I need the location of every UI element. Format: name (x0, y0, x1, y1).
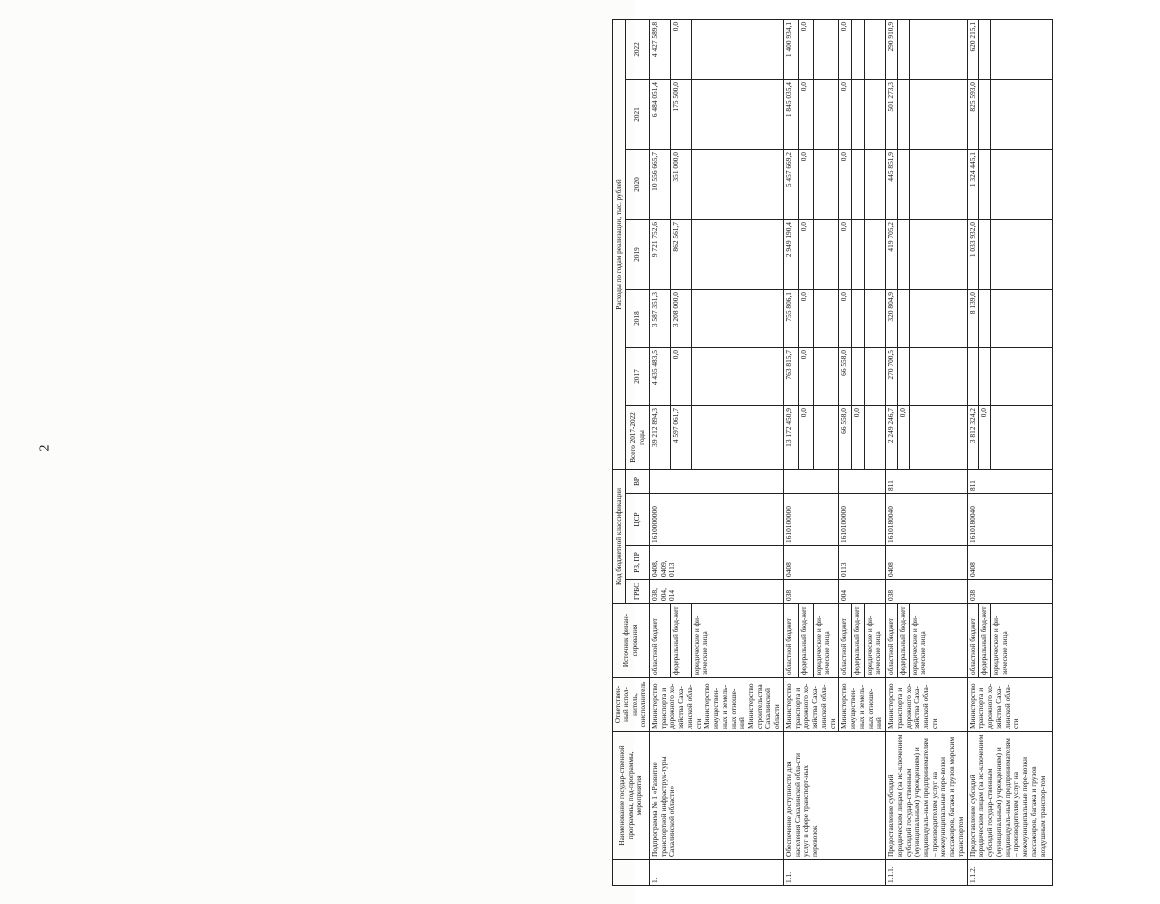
value-cell (991, 290, 1053, 348)
row-csr: 1610000000 (649, 494, 783, 546)
row-responsible: Министерство транспорта и дорожного хо-зяйства Саха-линской обла-сти (783, 678, 838, 732)
value-cell (909, 290, 967, 348)
row-csr: 1610180040 (967, 494, 1052, 546)
value-cell: 270 700,5 (886, 348, 898, 406)
value-cell: 419 705,2 (886, 220, 898, 290)
value-cell: 175 500,0 (670, 80, 691, 150)
source-name: федеральный бюд-жет (979, 604, 991, 678)
value-cell (813, 80, 839, 150)
value-cell: 0,0 (897, 406, 909, 470)
value-cell: 0,0 (670, 348, 691, 406)
value-cell: 3 208 000,0 (670, 290, 691, 348)
value-cell (691, 290, 783, 348)
value-cell: 501 273,3 (886, 80, 898, 150)
value-cell (897, 150, 909, 220)
value-cell (691, 220, 783, 290)
row-rz-pr: 0408, 0409, 0113 (649, 546, 783, 580)
value-cell: 66 558,0 (839, 406, 852, 470)
value-cell (979, 290, 991, 348)
value-cell (979, 150, 991, 220)
value-cell: 3 587 351,3 (649, 290, 670, 348)
value-cell: 4 597 061,7 (670, 406, 691, 470)
row-number: 1.1.1. (886, 860, 968, 886)
row-grbs: 038 (886, 580, 968, 604)
value-cell: 0,0 (798, 150, 813, 220)
page-number: 2 (37, 444, 53, 452)
value-cell (851, 220, 864, 290)
value-cell (979, 80, 991, 150)
row-rz-pr: 0408 (886, 546, 968, 580)
header-rz-pr: РЗ, ПР (626, 546, 649, 580)
header-source: Источник финан-сирования (613, 604, 650, 678)
value-cell (813, 348, 839, 406)
value-cell (909, 406, 967, 470)
row-name: Обеспечение доступности для населения Сахалинской обла-сти услуг в сфере транспорт-ных перевозок (783, 732, 885, 860)
source-name: федеральный бюд-жет (670, 604, 691, 678)
header-year-2021: 2021 (626, 80, 649, 150)
header-grbs: ГРБС (626, 580, 649, 604)
row-csr: 1610100000 (839, 494, 886, 546)
source-name: юридические и фи-зические лица (691, 604, 783, 678)
value-cell (864, 150, 885, 220)
header-year-2019: 2019 (626, 220, 649, 290)
row-responsible: Министерство транспорта и дорожного хо-зяйства Саха-линской обла-сти (886, 678, 968, 732)
value-cell (851, 348, 864, 406)
value-cell (851, 80, 864, 150)
budget-table (612, 19, 1053, 886)
header-vr: ВР (626, 470, 649, 494)
value-cell: 763 815,7 (783, 348, 798, 406)
value-cell: 39 212 894,3 (649, 406, 670, 470)
value-cell: 290 910,9 (886, 19, 898, 79)
source-name: областной бюджет (967, 604, 979, 678)
value-cell (864, 290, 885, 348)
source-name: федеральный бюд-жет (851, 604, 864, 678)
value-cell: 620 215,1 (967, 19, 979, 79)
value-cell: 445 851,9 (886, 150, 898, 220)
value-cell (967, 348, 979, 406)
value-cell: 13 172 450,9 (783, 406, 798, 470)
value-cell (979, 220, 991, 290)
row-grbs: 038, 004, 014 (649, 580, 783, 604)
value-cell (691, 150, 783, 220)
value-cell: 825 593,0 (967, 80, 979, 150)
value-cell: 4 435 483,5 (649, 348, 670, 406)
value-cell (991, 220, 1053, 290)
header-csr: ЦСР (626, 494, 649, 546)
header-budget-code: Код бюджетной классификации (613, 470, 626, 604)
source-name: федеральный бюд-жет (798, 604, 813, 678)
value-cell: 862 561,7 (670, 220, 691, 290)
value-cell: 0,0 (798, 406, 813, 470)
value-cell (813, 19, 839, 79)
value-cell (851, 150, 864, 220)
value-cell (991, 150, 1053, 220)
value-cell: 351 000,0 (670, 150, 691, 220)
value-cell: 8 139,0 (967, 290, 979, 348)
row-responsible: Министерство транспорта и дорожного хо-зяйства Саха-линской обла-сти (967, 678, 1052, 732)
value-cell (864, 19, 885, 79)
value-cell (909, 220, 967, 290)
value-cell: 66 558,0 (839, 348, 852, 406)
value-cell (991, 406, 1053, 470)
table-row (649, 19, 670, 885)
value-cell: 0,0 (798, 348, 813, 406)
value-cell (991, 19, 1053, 79)
value-cell: 320 804,9 (886, 290, 898, 348)
value-cell (991, 80, 1053, 150)
value-cell: 2 949 190,4 (783, 220, 798, 290)
row-grbs: 004 (839, 580, 886, 604)
row-number: 1.1. (783, 860, 885, 886)
value-cell: 0,0 (798, 220, 813, 290)
source-name: юридические и фи-зические лица (991, 604, 1053, 678)
value-cell (864, 348, 885, 406)
header-row-1 (613, 19, 626, 885)
value-cell (897, 220, 909, 290)
value-cell (864, 220, 885, 290)
value-cell (851, 19, 864, 79)
source-name: юридические и фи-зические лица (909, 604, 967, 678)
row-grbs: 038 (967, 580, 1052, 604)
value-cell (691, 406, 783, 470)
row-rz-pr: 0408 (783, 546, 838, 580)
source-name: областной бюджет (649, 604, 670, 678)
value-cell: 1 324 445,1 (967, 150, 979, 220)
value-cell: 0,0 (851, 406, 864, 470)
source-name: федеральный бюд-жет (897, 604, 909, 678)
source-name: областной бюджет (839, 604, 852, 678)
row-vr (783, 470, 838, 494)
source-name: юридические и фи-зические лица (864, 604, 885, 678)
table-row (783, 19, 798, 885)
header-year-2018: 2018 (626, 290, 649, 348)
header-year-2017: 2017 (626, 348, 649, 406)
row-csr: 1610180040 (886, 494, 968, 546)
row-vr: 811 (886, 470, 968, 494)
value-cell: 6 484 051,4 (649, 80, 670, 150)
value-cell: 4 427 589,8 (649, 19, 670, 79)
value-cell: 0,0 (839, 80, 852, 150)
table-row (967, 19, 979, 885)
row-vr: 811 (967, 470, 1052, 494)
row-number: 1. (649, 860, 783, 886)
header-number (613, 860, 650, 886)
header-name: Наименование государ-ственной программы, под-программы, мероприятия (613, 732, 650, 860)
row-vr (649, 470, 783, 494)
value-cell (813, 220, 839, 290)
value-cell: 0,0 (979, 406, 991, 470)
value-cell: 0,0 (798, 19, 813, 79)
value-cell (909, 150, 967, 220)
value-cell: 3 812 324,2 (967, 406, 979, 470)
rotated-table-wrapper (612, 20, 1160, 886)
value-cell: 2 249 246,7 (886, 406, 898, 470)
value-cell: 1 845 035,4 (783, 80, 798, 150)
value-cell (979, 348, 991, 406)
row-rz-pr: 0408 (967, 546, 1052, 580)
value-cell: 0,0 (670, 19, 691, 79)
value-cell (864, 80, 885, 150)
header-responsible: Ответствен-ный испол-нитель, соисполнитель (613, 678, 650, 732)
value-cell: 0,0 (839, 220, 852, 290)
source-name: областной бюджет (783, 604, 798, 678)
row-rz-pr: 0113 (839, 546, 886, 580)
value-cell (691, 348, 783, 406)
value-cell (909, 348, 967, 406)
value-cell (897, 80, 909, 150)
value-cell: 10 556 665,7 (649, 150, 670, 220)
value-cell: 0,0 (798, 290, 813, 348)
value-cell (909, 80, 967, 150)
header-year-total: Всего 2017-2022 годы (626, 406, 649, 470)
value-cell (813, 150, 839, 220)
row-grbs: 038 (783, 580, 838, 604)
value-cell (691, 19, 783, 79)
source-name: юридические и фи-зические лица (813, 604, 839, 678)
row-number: 1.1.2. (967, 860, 1052, 886)
row-name: Подпрограмма № 1 «Развитие транспортной инфраструк-туры Сахалинской области» (649, 732, 783, 860)
row-vr (839, 470, 886, 494)
value-cell: 755 806,1 (783, 290, 798, 348)
value-cell: 1 400 934,1 (783, 19, 798, 79)
value-cell: 5 457 669,2 (783, 150, 798, 220)
header-year-2022: 2022 (626, 19, 649, 79)
value-cell (897, 290, 909, 348)
value-cell (991, 348, 1053, 406)
header-year-2020: 2020 (626, 150, 649, 220)
value-cell (851, 290, 864, 348)
row-csr: 1610100000 (783, 494, 838, 546)
row-responsible: Министерство имуществен-ных и земель-ных отноше-ний (839, 678, 886, 732)
value-cell (864, 406, 885, 470)
value-cell: 0,0 (839, 19, 852, 79)
value-cell (691, 80, 783, 150)
value-cell (979, 19, 991, 79)
value-cell: 9 721 752,6 (649, 220, 670, 290)
value-cell: 0,0 (839, 150, 852, 220)
value-cell (897, 348, 909, 406)
value-cell: 0,0 (798, 80, 813, 150)
value-cell (813, 406, 839, 470)
value-cell: 1 033 932,0 (967, 220, 979, 290)
table-row (886, 19, 898, 885)
value-cell: 0,0 (839, 290, 852, 348)
row-name: Предоставление субсидий юридическим лицам (за ис-ключением субсидий государ-ственным (муниципальным) учреждениям) и индивидуаль-ным предпринимателям – производителям услуг на межмуниципальные пере-возки пассажиров, багажа и грузов морским транспортом (886, 732, 968, 860)
row-responsible: Министерство транспорта и дорожного хо-зяйства Саха-линской обла-сти Министерство имуществен-ных и земель-ных отноше-ний Министерство строительства Сахалинской области (649, 678, 783, 732)
value-cell (909, 19, 967, 79)
header-expenses: Расходы по годам реализации, тыс. рублей (613, 19, 626, 469)
value-cell (813, 290, 839, 348)
value-cell (897, 19, 909, 79)
row-name: Предоставление субсидий юридическим лицам (за ис-ключением субсидий государ-ственным (муниципальным) учреждениям) и индивидуаль-ным предпринимателям – производителям услуг на межмуниципальные пере-возки пассажиров, багажа и грузов воздушным транспор-том (967, 732, 1052, 860)
source-name: областной бюджет (886, 604, 898, 678)
